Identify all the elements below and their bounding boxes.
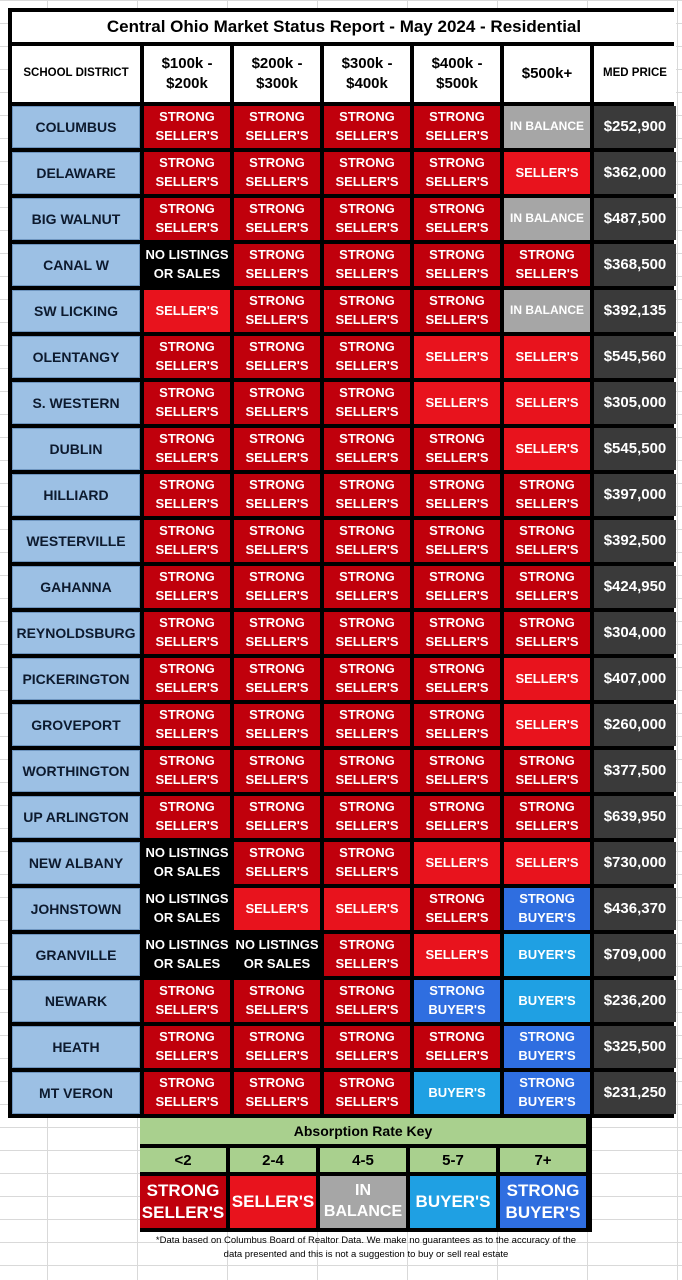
district-name: PICKERINGTON [12,658,140,700]
status-cell: STRONG SELLER'S [234,796,320,838]
status-cell: STRONG SELLER'S [144,382,230,424]
status-cell: BUYER'S [414,1072,500,1114]
status-cell: STRONG SELLER'S [504,244,590,286]
status-cell: STRONG SELLER'S [144,658,230,700]
median-price: $252,900 [594,106,676,148]
median-price: $487,500 [594,198,676,240]
status-cell: STRONG SELLER'S [414,704,500,746]
status-cell: SELLER'S [504,152,590,194]
status-cell: SELLER'S [414,934,500,976]
key-range: 5-7 [410,1148,496,1172]
key-status: STRONG SELLER'S [140,1176,226,1228]
status-cell: SELLER'S [414,336,500,378]
district-name: WESTERVILLE [12,520,140,562]
status-cell: STRONG SELLER'S [414,152,500,194]
median-price: $545,500 [594,428,676,470]
status-cell: STRONG SELLER'S [324,1026,410,1068]
status-cell: IN BALANCE [504,106,590,148]
status-cell: STRONG SELLER'S [414,244,500,286]
median-price: $377,500 [594,750,676,792]
status-cell: STRONG SELLER'S [504,474,590,516]
status-cell: NO LISTINGS OR SALES [234,934,320,976]
status-cell: SELLER'S [414,842,500,884]
status-cell: STRONG SELLER'S [324,198,410,240]
status-cell: STRONG SELLER'S [234,980,320,1022]
district-name: DELAWARE [12,152,140,194]
status-cell: NO LISTINGS OR SALES [144,842,230,884]
status-cell: SELLER'S [504,428,590,470]
header-200k-300k [234,46,320,102]
status-cell: STRONG SELLER'S [504,796,590,838]
status-cell: STRONG SELLER'S [504,520,590,562]
district-name: S. WESTERN [12,382,140,424]
status-cell: STRONG SELLER'S [414,658,500,700]
median-price: $305,000 [594,382,676,424]
median-price: $730,000 [594,842,676,884]
status-cell: STRONG SELLER'S [324,566,410,608]
status-cell: STRONG SELLER'S [324,336,410,378]
status-cell: STRONG SELLER'S [234,704,320,746]
status-cell: STRONG SELLER'S [234,566,320,608]
district-name: UP ARLINGTON [12,796,140,838]
header-label: MED PRICE [603,67,667,80]
status-cell: STRONG SELLER'S [144,474,230,516]
status-cell: STRONG SELLER'S [324,934,410,976]
status-cell: STRONG SELLER'S [414,612,500,654]
absorption-rate-key [140,1118,592,1232]
median-price: $407,000 [594,658,676,700]
status-cell: STRONG SELLER'S [414,520,500,562]
status-cell: STRONG SELLER'S [234,106,320,148]
status-cell: STRONG SELLER'S [144,1026,230,1068]
status-cell: STRONG SELLER'S [324,152,410,194]
header-400k-500k [414,46,500,102]
header-label: SCHOOL DISTRICT [23,67,129,80]
status-cell: STRONG SELLER'S [414,750,500,792]
status-cell: NO LISTINGS OR SALES [144,888,230,930]
district-name: NEW ALBANY [12,842,140,884]
status-cell: STRONG SELLER'S [414,198,500,240]
status-cell: NO LISTINGS OR SALES [144,244,230,286]
median-price: $545,560 [594,336,676,378]
status-cell: STRONG SELLER'S [234,658,320,700]
median-price: $639,950 [594,796,676,838]
district-name: GAHANNA [12,566,140,608]
header-500k-plus [504,46,590,102]
status-cell: STRONG SELLER'S [324,1072,410,1114]
district-name: WORTHINGTON [12,750,140,792]
status-cell: STRONG SELLER'S [144,980,230,1022]
status-cell: STRONG SELLER'S [144,796,230,838]
status-cell: STRONG SELLER'S [234,152,320,194]
status-cell: STRONG SELLER'S [414,474,500,516]
status-cell: STRONG SELLER'S [324,704,410,746]
status-cell: STRONG SELLER'S [234,244,320,286]
district-name: REYNOLDSBURG [12,612,140,654]
status-cell: STRONG SELLER'S [144,1072,230,1114]
status-cell: STRONG SELLER'S [234,1026,320,1068]
district-name: GROVEPORT [12,704,140,746]
district-name: NEWARK [12,980,140,1022]
median-price: $325,500 [594,1026,676,1068]
status-cell: SELLER'S [504,704,590,746]
status-cell: IN BALANCE [504,198,590,240]
district-name: OLENTANGY [12,336,140,378]
status-cell: STRONG BUYER'S [504,1026,590,1068]
status-cell: STRONG SELLER'S [234,612,320,654]
status-cell: STRONG SELLER'S [414,796,500,838]
status-cell: STRONG SELLER'S [234,382,320,424]
status-cell: STRONG SELLER'S [324,796,410,838]
status-cell: STRONG SELLER'S [144,106,230,148]
median-price: $304,000 [594,612,676,654]
status-cell: STRONG SELLER'S [324,244,410,286]
header-school-district [12,46,140,102]
status-cell: STRONG SELLER'S [324,612,410,654]
status-cell: IN BALANCE [504,290,590,332]
disclaimer: *Data based on Columbus Board of Realtor Data. We make no guarantees as to the accuracy of the data presented and this is not a suggestion to buy or sell real estate [155,1235,577,1260]
district-name: HEATH [12,1026,140,1068]
key-status: BUYER'S [410,1176,496,1228]
district-name: GRANVILLE [12,934,140,976]
status-cell: STRONG SELLER'S [414,290,500,332]
status-cell: SELLER'S [504,658,590,700]
district-name: SW LICKING [12,290,140,332]
median-price: $236,200 [594,980,676,1022]
district-name: BIG WALNUT [12,198,140,240]
status-cell: STRONG SELLER'S [144,750,230,792]
key-status: SELLER'S [230,1176,316,1228]
status-cell: STRONG SELLER'S [414,428,500,470]
status-cell: STRONG SELLER'S [324,520,410,562]
status-cell: BUYER'S [504,934,590,976]
status-cell: SELLER'S [504,336,590,378]
status-cell: STRONG BUYER'S [414,980,500,1022]
key-status: STRONG BUYER'S [500,1176,586,1228]
status-cell: STRONG SELLER'S [144,428,230,470]
status-cell: STRONG SELLER'S [144,336,230,378]
status-cell: SELLER'S [504,842,590,884]
status-cell: STRONG SELLER'S [144,152,230,194]
status-cell: BUYER'S [504,980,590,1022]
status-cell: STRONG SELLER'S [234,198,320,240]
key-range: 7+ [500,1148,586,1172]
status-cell: STRONG SELLER'S [234,520,320,562]
district-name: HILLIARD [12,474,140,516]
status-cell: STRONG SELLER'S [144,520,230,562]
status-cell: SELLER'S [234,888,320,930]
market-status-table [8,8,674,1118]
median-price: $260,000 [594,704,676,746]
status-cell: STRONG SELLER'S [324,980,410,1022]
district-name: CANAL W [12,244,140,286]
status-cell: STRONG SELLER'S [324,474,410,516]
status-cell: STRONG SELLER'S [234,290,320,332]
status-cell: STRONG SELLER'S [144,566,230,608]
key-range: 2-4 [230,1148,316,1172]
report-title: Central Ohio Market Status Report - May 2024 - Residential [12,12,676,42]
status-cell: STRONG SELLER'S [504,566,590,608]
district-name: DUBLIN [12,428,140,470]
header-label: $300k - $400k [341,54,393,92]
status-cell: STRONG BUYER'S [504,888,590,930]
status-cell: SELLER'S [324,888,410,930]
status-cell: STRONG SELLER'S [414,106,500,148]
status-cell: SELLER'S [414,382,500,424]
status-cell: STRONG SELLER'S [234,750,320,792]
status-cell: STRONG SELLER'S [324,842,410,884]
status-cell: STRONG SELLER'S [324,106,410,148]
median-price: $362,000 [594,152,676,194]
median-price: $709,000 [594,934,676,976]
district-name: MT VERON [12,1072,140,1114]
status-cell: STRONG SELLER'S [144,704,230,746]
header-label: $100k - $200k [161,54,213,92]
key-range: 4-5 [320,1148,406,1172]
header-label: $200k - $300k [251,54,303,92]
status-cell: STRONG SELLER'S [504,612,590,654]
status-cell: SELLER'S [144,290,230,332]
status-cell: STRONG SELLER'S [414,888,500,930]
status-cell: STRONG SELLER'S [414,566,500,608]
median-price: $231,250 [594,1072,676,1114]
status-cell: STRONG SELLER'S [144,198,230,240]
status-cell: STRONG SELLER'S [324,658,410,700]
key-range: <2 [140,1148,226,1172]
key-title: Absorption Rate Key [140,1118,586,1144]
status-cell: STRONG SELLER'S [504,750,590,792]
median-price: $424,950 [594,566,676,608]
status-cell: STRONG SELLER'S [414,1026,500,1068]
status-cell: SELLER'S [504,382,590,424]
status-cell: STRONG SELLER'S [324,290,410,332]
status-cell: STRONG SELLER'S [324,750,410,792]
status-cell: STRONG BUYER'S [504,1072,590,1114]
header-100k-200k [144,46,230,102]
status-cell: STRONG SELLER'S [324,428,410,470]
status-cell: NO LISTINGS OR SALES [144,934,230,976]
district-name: COLUMBUS [12,106,140,148]
status-cell: STRONG SELLER'S [234,336,320,378]
median-price: $368,500 [594,244,676,286]
header-300k-400k [324,46,410,102]
key-status: IN BALANCE [320,1176,406,1228]
header-label: $400k - $500k [431,54,483,92]
district-name: JOHNSTOWN [12,888,140,930]
status-cell: STRONG SELLER'S [144,612,230,654]
median-price: $392,135 [594,290,676,332]
status-cell: STRONG SELLER'S [234,1072,320,1114]
median-price: $436,370 [594,888,676,930]
status-cell: STRONG SELLER'S [324,382,410,424]
median-price: $397,000 [594,474,676,516]
status-cell: STRONG SELLER'S [234,474,320,516]
median-price: $392,500 [594,520,676,562]
status-cell: STRONG SELLER'S [234,842,320,884]
header-med-price [594,46,676,102]
header-label: $500k+ [521,64,573,82]
status-cell: STRONG SELLER'S [234,428,320,470]
